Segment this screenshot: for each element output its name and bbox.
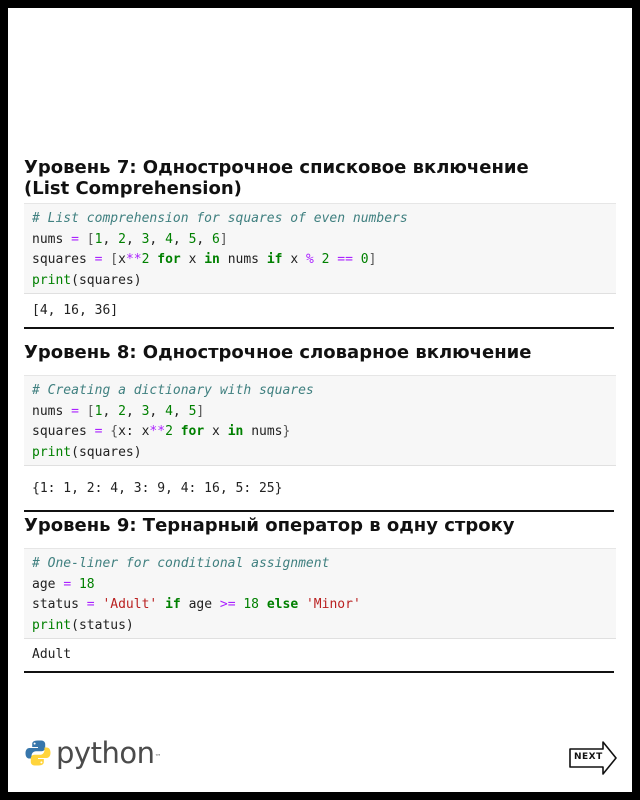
- code-token: if: [165, 597, 181, 613]
- code-token: x:: [118, 424, 134, 440]
- code-token: (squares): [71, 445, 142, 461]
- code-token: ]: [196, 403, 205, 419]
- code-token: [: [86, 403, 95, 419]
- code-line: [32, 271, 616, 292]
- code-token: 4: [165, 231, 173, 247]
- code-token: else: [266, 597, 299, 613]
- level-7-title-line-1: Уровень 7: Однострочное списковое включение: [24, 157, 529, 178]
- code-token: x: [212, 424, 220, 440]
- code-token: print: [32, 618, 72, 634]
- code-token: ]: [219, 231, 228, 247]
- section-divider: [24, 671, 614, 673]
- python-logo-icon: [24, 739, 52, 767]
- code-line: [32, 209, 616, 230]
- code-token: 2: [165, 424, 173, 440]
- code-token: %: [305, 252, 314, 268]
- code-line: nums = [1, 2, 3, 4, 5]: [32, 403, 205, 419]
- level-8-output: {1: 1, 2: 4, 3: 9, 4: 16, 5: 25}: [32, 481, 283, 496]
- code-token: for: [157, 252, 181, 268]
- level-7-output: [4, 16, 36]: [32, 303, 119, 318]
- code-token: =: [63, 576, 72, 592]
- code-token: x: [290, 252, 299, 268]
- code-token: age: [32, 576, 56, 592]
- code-token: }: [282, 424, 291, 440]
- code-token: 1: [94, 403, 103, 419]
- level-7-code-block: [24, 203, 616, 294]
- code-token: nums: [32, 403, 64, 419]
- code-token: nums: [32, 231, 64, 247]
- code-token: =: [94, 252, 103, 268]
- code-token: 2: [321, 252, 330, 268]
- code-token: x: [141, 424, 150, 440]
- next-button[interactable]: [568, 740, 618, 776]
- code-token: 2: [118, 403, 126, 419]
- code-token: =: [86, 597, 95, 613]
- code-token: x: [118, 252, 126, 268]
- code-token: (status): [71, 618, 134, 634]
- code-token: squares: [32, 252, 87, 268]
- level-7-title-line-2: (List Comprehension): [24, 178, 242, 199]
- python-wordmark: python: [56, 736, 155, 770]
- code-token: **: [125, 252, 142, 268]
- level-9-title: Уровень 9: Тернарный оператор в одну строку: [24, 515, 515, 536]
- code-token: status: [32, 597, 79, 613]
- code-line: [32, 381, 616, 402]
- code-comment: # List comprehension for squares of even numbers: [32, 211, 408, 226]
- level-9-output: Adult: [32, 647, 72, 662]
- level-8-code-block: [24, 375, 616, 466]
- code-token: 18: [243, 597, 260, 613]
- code-token: 5: [188, 231, 197, 247]
- code-token: =: [71, 403, 79, 419]
- code-token: if: [266, 252, 283, 268]
- code-token: ]: [368, 252, 377, 268]
- code-line: [32, 422, 616, 443]
- code-line: [32, 250, 616, 271]
- code-token: print: [32, 445, 72, 461]
- code-token: nums: [227, 252, 260, 268]
- slide-page: [8, 8, 632, 792]
- code-token: x: [188, 252, 197, 268]
- code-token: 2: [118, 231, 126, 247]
- code-line: [32, 443, 616, 464]
- code-token: 'Adult': [102, 597, 158, 613]
- code-token: nums: [251, 424, 283, 440]
- code-token: ==: [337, 252, 353, 268]
- code-token: [: [86, 231, 95, 247]
- code-line: [32, 595, 616, 616]
- level-8-title: Уровень 8: Однострочное словарное включение: [24, 342, 532, 363]
- code-token: {: [110, 424, 119, 440]
- level-7-title: [24, 157, 614, 199]
- code-token: 4: [165, 403, 173, 419]
- code-token: age: [188, 597, 213, 613]
- level-9-code-block: [24, 548, 616, 639]
- code-line: nums = [1, 2, 3, 4, 5, 6]: [32, 231, 228, 247]
- code-token: **: [149, 424, 166, 440]
- section-divider: [24, 327, 614, 329]
- code-token: =: [94, 424, 103, 440]
- code-token: for: [180, 424, 205, 440]
- section-divider: [24, 510, 614, 512]
- code-token: [: [110, 252, 119, 268]
- code-comment: # One-liner for conditional assignment: [32, 556, 330, 571]
- code-token: squares: [32, 424, 87, 440]
- code-token: 6: [212, 231, 220, 247]
- next-label: NEXT: [574, 752, 603, 762]
- code-token: (squares): [71, 273, 142, 289]
- trademark-mark: ™: [154, 753, 162, 761]
- code-token: 18: [78, 576, 95, 592]
- code-token: 1: [94, 231, 103, 247]
- code-token: 3: [141, 231, 150, 247]
- code-comment: # Creating a dictionary with squares: [32, 383, 314, 398]
- code-line: [32, 575, 616, 596]
- code-token: =: [71, 231, 79, 247]
- code-token: 0: [360, 252, 369, 268]
- code-line: [32, 554, 616, 575]
- code-token: in: [227, 424, 244, 440]
- code-token: 5: [188, 403, 197, 419]
- code-token: print: [32, 273, 72, 289]
- code-token: in: [204, 252, 220, 268]
- code-token: 3: [141, 403, 150, 419]
- code-token: >=: [219, 597, 236, 613]
- code-line: [32, 616, 616, 637]
- python-logo: [24, 736, 161, 770]
- code-token: 2: [141, 252, 150, 268]
- code-token: 'Minor': [305, 597, 361, 613]
